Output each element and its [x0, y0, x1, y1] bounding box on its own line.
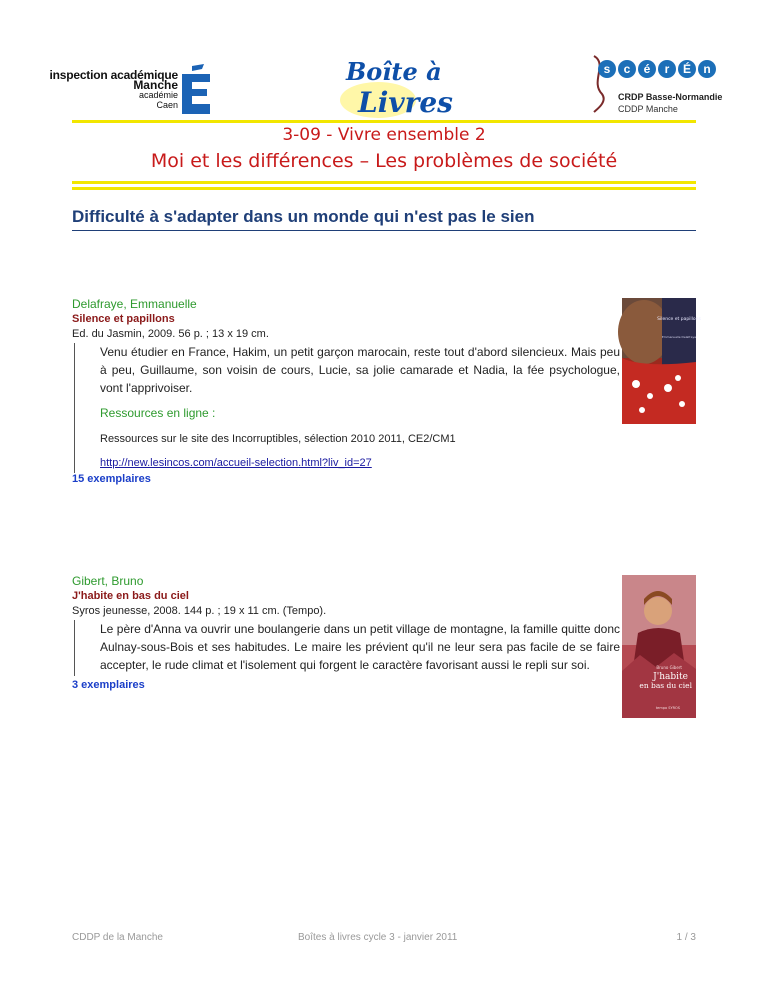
book-author: Delafraye, Emmanuelle: [72, 297, 197, 311]
e-accent-logo-icon: [178, 64, 214, 116]
book-copies: 3 exemplaires: [72, 679, 145, 691]
yellow-band-top: [72, 120, 696, 123]
boite-logo-line2: Livres: [358, 86, 453, 119]
cover-author: Bruno Gibert: [656, 665, 682, 670]
page-title-line2: Moi et les différences – Les problèmes de société: [150, 150, 618, 172]
book-cover-silence-et-papillons: [622, 298, 701, 424]
inspection-academique-logo: [49, 58, 214, 118]
book-author: Gibert, Bruno: [72, 574, 144, 588]
sceren-letter: é: [638, 60, 656, 78]
book-title: Silence et papillons: [72, 313, 175, 325]
footer-page-number: 1 / 3: [676, 932, 696, 943]
book-description-block: [74, 620, 620, 676]
book-copies: 15 exemplaires: [72, 473, 151, 485]
resources-link[interactable]: http://new.lesincos.com/accueil-selection.html?liv_id=27: [100, 457, 372, 469]
book-entry: [72, 574, 620, 691]
ia-logo-line3: académie: [138, 90, 178, 100]
sceren-letter: É: [678, 60, 696, 78]
boite-logo-line1: Boîte à: [346, 57, 442, 86]
yellow-band-bottom-2: [72, 187, 696, 190]
sceren-letters: [598, 60, 716, 82]
cover-title-line1: J'habite: [653, 672, 688, 682]
yellow-band-bottom-1: [72, 181, 696, 184]
sceren-line1: CRDP Basse-Normandie: [618, 92, 723, 102]
ia-logo-line1: inspection académique: [49, 68, 178, 82]
cover-title: Silence et papillons: [657, 317, 701, 322]
section-heading: Difficulté à s'adapter dans un monde qui n'est pas le sien: [72, 207, 535, 226]
book-publisher: Ed. du Jasmin, 2009. 56 p. ; 13 x 19 cm.: [72, 328, 269, 340]
resources-label: Ressources en ligne :: [100, 406, 216, 420]
ia-logo-line4: Caen: [156, 100, 178, 110]
cover-series: tempo SYROS: [655, 706, 680, 710]
ia-logo-line2: Manche: [133, 78, 178, 92]
page-title-line1: 3-09 - Vivre ensemble 2: [282, 125, 486, 145]
book-cover-j-habite-en-bas-du-ciel: [622, 575, 696, 718]
sceren-letter: s: [598, 60, 616, 78]
book-description-block: [74, 343, 620, 473]
cover-title-line2: en bas du ciel: [639, 681, 692, 690]
section-divider: [72, 230, 696, 231]
boite-a-livres-logo: [338, 52, 453, 120]
sceren-letter: n: [698, 60, 716, 78]
book-entry: [72, 297, 620, 485]
sceren-logo: [588, 54, 723, 116]
footer-left: CDDP de la Manche: [72, 932, 163, 943]
sceren-line2: CDDP Manche: [618, 104, 678, 114]
book-publisher: Syros jeunesse, 2008. 144 p. ; 19 x 11 cm. (Tempo).: [72, 605, 327, 617]
sceren-letter: c: [618, 60, 636, 78]
book-title: J'habite en bas du ciel: [72, 590, 189, 602]
cover-author: Emmanuelle Delafraye: [661, 335, 697, 339]
book-description: Venu étudier en France, Hakim, un petit garçon marocain, reste tout d'abord silencieux. Mais peu à peu, Guillaume, son voisin de cours, Lucie, sa jolie camarade et Nadia, la fée psychologue, vont l'apprivoiser.: [100, 345, 620, 395]
footer-center: Boîtes à livres cycle 3 - janvier 2011: [298, 932, 458, 943]
book-description: Le père d'Anna va ouvrir une boulangerie dans un petit village de montagne, la famille quitte donc Aulnay-sous-Bois et ses habitudes. Le maire les prévient qu'il ne leur sera pas facile de se faire accepter, le rude climat et l'isolement qui forgent le caractère favorisant aussi le repli sur soi.: [100, 622, 620, 672]
sceren-letter: r: [658, 60, 676, 78]
resources-text: Ressources sur le site des Incorruptibles, sélection 2010 2011, CE2/CM1: [100, 433, 456, 445]
